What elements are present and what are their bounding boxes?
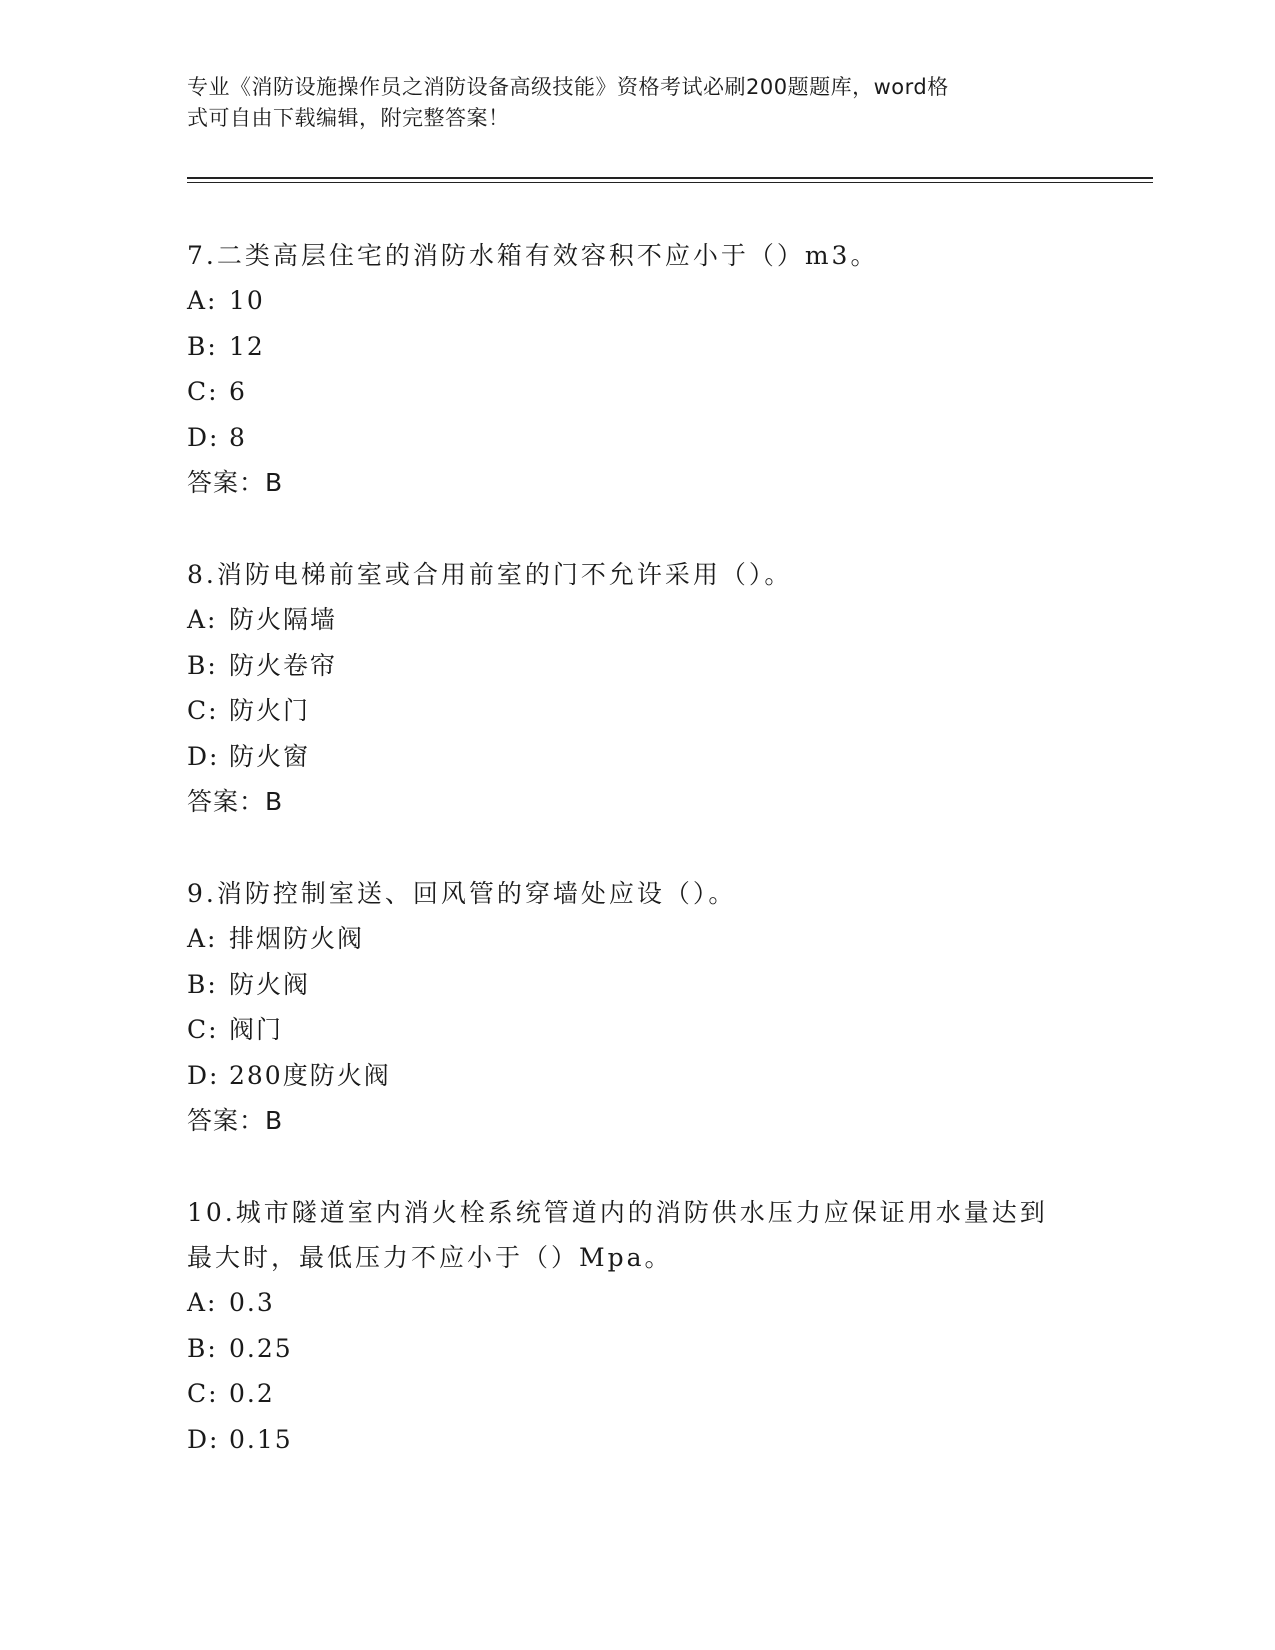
option-b	[187, 324, 1087, 370]
option-letter: A:	[187, 924, 218, 953]
option-text: 280度防火阀	[229, 1060, 391, 1090]
option-letter: B:	[187, 1333, 218, 1363]
option-text: 防火阀	[229, 969, 311, 999]
option-letter: B:	[187, 969, 218, 999]
option-a	[187, 1280, 1087, 1326]
question-title: 9.消防控制室送、回风管的穿墙处应设（）。	[187, 879, 737, 908]
option-text: 0.2	[229, 1379, 275, 1408]
question-title: 7.二类高层住宅的消防水箱有效容积不应小于（）m3。	[187, 241, 879, 270]
option-text: 防火卷帘	[229, 650, 338, 680]
option-text: 10	[229, 286, 265, 315]
question-title-line-1: 10.城市隧道室内消火栓系统管道内的消防供水压力应保证用水量达到	[187, 1198, 1048, 1227]
option-letter: B:	[187, 650, 218, 680]
option-c	[187, 369, 1087, 415]
option-letter: D:	[187, 1424, 220, 1454]
question-8	[187, 552, 1087, 824]
option-text: 防火隔墙	[229, 605, 338, 634]
answer-text: 答案：B	[187, 1106, 284, 1135]
option-b	[187, 962, 1087, 1008]
option-b	[187, 1326, 1087, 1372]
header-divider-thin	[187, 182, 1153, 183]
document-header	[187, 72, 1067, 134]
option-letter: D:	[187, 1060, 220, 1090]
option-text: 阀门	[229, 1015, 284, 1044]
option-text: 0.25	[229, 1333, 293, 1363]
option-a	[187, 916, 1087, 962]
header-divider-thick	[187, 177, 1153, 179]
option-d	[187, 1053, 1087, 1099]
option-b	[187, 643, 1087, 689]
option-letter: D:	[187, 422, 220, 452]
option-d	[187, 1417, 1087, 1463]
option-text: 8	[229, 422, 247, 452]
option-letter: B:	[187, 331, 218, 361]
option-c	[187, 1007, 1087, 1053]
option-a	[187, 597, 1087, 643]
header-line-1: 专业《消防设施操作员之消防设备高级技能》资格考试必刷200题题库，word格	[187, 75, 949, 99]
question-title: 8.消防电梯前室或合用前室的门不允许采用（）。	[187, 560, 793, 589]
question-10	[187, 1190, 1087, 1462]
option-letter: A:	[187, 605, 218, 634]
option-text: 0.3	[229, 1288, 275, 1317]
option-c	[187, 688, 1087, 734]
option-text: 防火窗	[229, 741, 311, 771]
option-a	[187, 278, 1087, 324]
option-text: 6	[229, 377, 247, 406]
option-text: 排烟防火阀	[229, 924, 365, 953]
option-d	[187, 734, 1087, 780]
option-text: 12	[229, 331, 265, 361]
option-letter: C:	[187, 1015, 219, 1044]
option-letter: C:	[187, 1379, 219, 1408]
header-line-2: 式可自由下载编辑，附完整答案！	[187, 106, 510, 130]
option-text: 0.15	[229, 1424, 293, 1454]
option-text: 防火门	[229, 696, 311, 725]
option-letter: D:	[187, 741, 220, 771]
option-letter: A:	[187, 286, 218, 315]
option-letter: C:	[187, 377, 219, 406]
option-letter: A:	[187, 1288, 218, 1317]
answer-text: 答案：B	[187, 468, 284, 497]
answer-text: 答案：B	[187, 787, 284, 816]
question-9	[187, 871, 1087, 1143]
question-title-line-2: 最大时，最低压力不应小于（）Mpa。	[187, 1243, 673, 1272]
option-letter: C:	[187, 696, 219, 725]
question-7	[187, 233, 1087, 505]
option-c	[187, 1371, 1087, 1417]
option-d	[187, 415, 1087, 461]
